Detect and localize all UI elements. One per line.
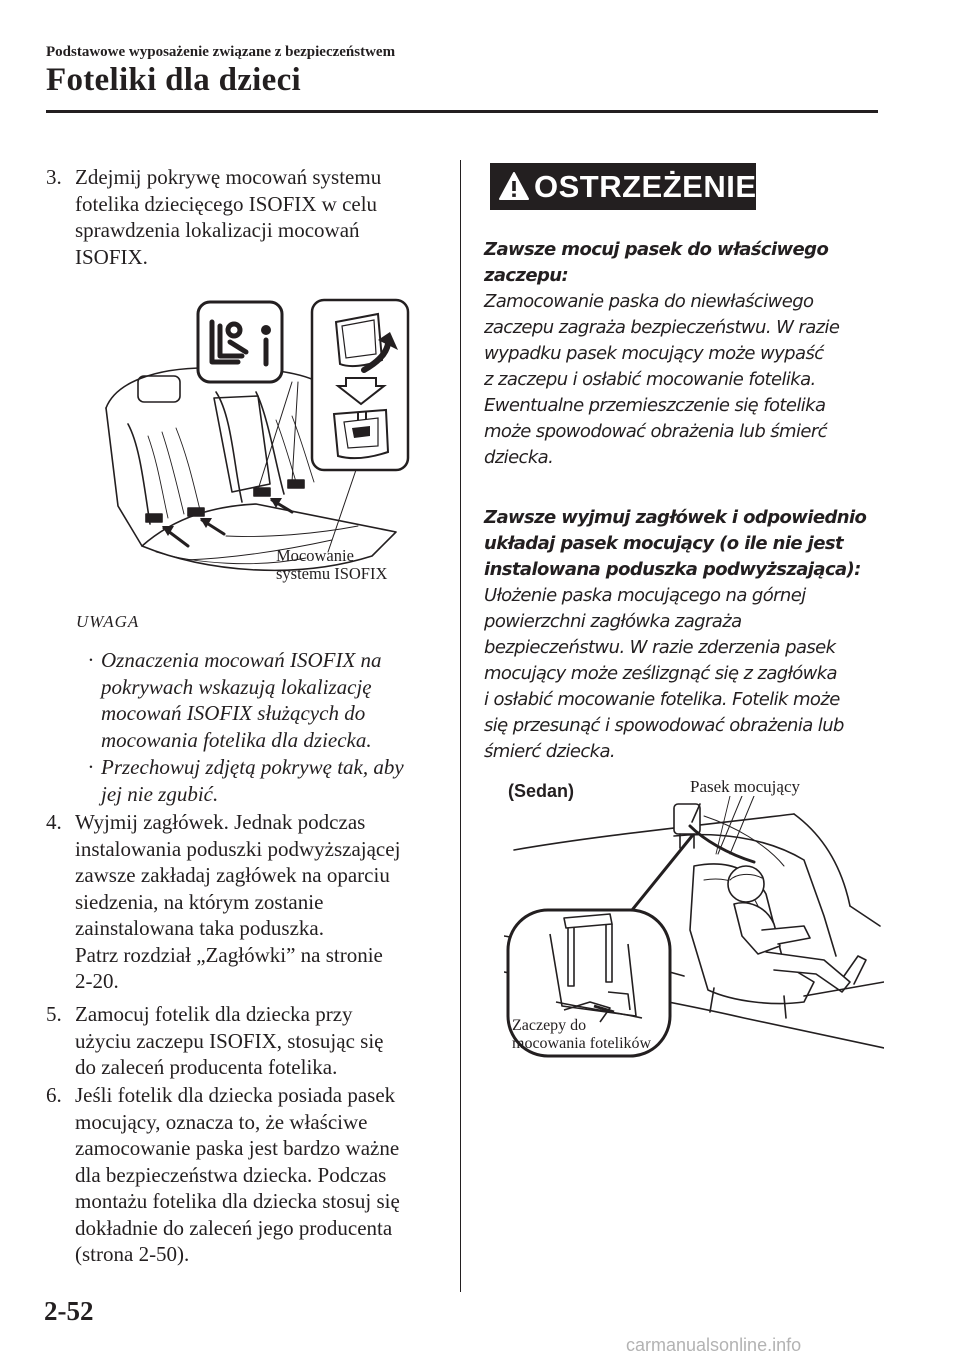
sedan-label: (Sedan) [508, 781, 575, 801]
warning-para2-heading [484, 505, 884, 583]
tether-strap-label: Pasek mocujący [690, 777, 800, 796]
warning-para1-heading [484, 237, 884, 289]
text-line: Ewentualne przemieszczenie się fotelika [484, 395, 826, 416]
text-line: Zamocuj fotelik dla dziecka przy [75, 1002, 353, 1026]
text-line: Wyjmij zagłówek. Jednak podczas [75, 810, 366, 834]
child-head [728, 866, 764, 902]
step-number: 4. [46, 810, 62, 834]
text-line: mocujący, oznacza to, że właściwe [75, 1109, 368, 1134]
text-line: Oznaczenia mocowań ISOFIX na [101, 648, 382, 672]
step-number: 6. [46, 1083, 62, 1107]
step-6 [46, 1082, 456, 1268]
text-line: śmierć dziecka. [484, 741, 616, 762]
section-supertitle: Podstawowe wyposażenie związane z bezpieczeństwem [46, 44, 396, 60]
text-line: instalowana poduszka podwyższająca): [484, 559, 861, 580]
text-line: 2-20. [75, 969, 119, 993]
text-line: dziecka. [484, 447, 554, 468]
text-line: zaczepu: [484, 265, 569, 286]
text-line: jej nie zgubić. [101, 781, 219, 806]
bullet-dot: · [88, 648, 94, 672]
text-line: może spowodować obrażenia lub śmierć [484, 421, 827, 442]
warning-para1-body [484, 289, 884, 471]
step-3 [46, 164, 446, 270]
text-line: bezpieczeństwu. W razie zderzenia pasek [484, 637, 836, 658]
watermark: carmanualsonline.info [626, 1335, 802, 1355]
note-bullet [88, 754, 448, 807]
text-line: siedzenia, na którym zostanie [75, 889, 324, 914]
text-line: zaczepu zagraża bezpieczeństwu. W razie [484, 317, 840, 338]
text-line: mocujący może ześlizgnąć się z zagłówka [484, 663, 837, 684]
text-line: (strona 2-50). [75, 1242, 190, 1266]
text-line: Zamocowanie paska do niewłaściwego [484, 291, 814, 312]
text-line: Patrz rozdział „Zagłówki” na stronie [75, 942, 383, 967]
text-line: użyciu zaczepu ISOFIX, stosując się [75, 1028, 384, 1053]
text-line: Ułożenie paska mocującego na górnej [484, 585, 806, 606]
text-line: i osłabić mocowanie fotelika. Fotelik może [484, 689, 840, 710]
headrest-icon [674, 804, 700, 834]
step-4 [46, 809, 456, 995]
label-line: Zaczepy do [512, 1017, 587, 1034]
anchor-points-label [512, 1017, 651, 1053]
headrest-icon [138, 376, 180, 402]
text-line: mocowania fotelika dla dziecka. [101, 727, 372, 752]
warning-para2-body [484, 583, 884, 765]
page-number: 2-52 [44, 1296, 94, 1326]
bullet-dot: · [88, 755, 94, 779]
text-line: się przesunąć i spowodować obrażenia lub [484, 715, 844, 736]
title-rule [46, 110, 878, 113]
text-line: montażu fotelika dla dziecka stosuj się [75, 1189, 400, 1213]
text-line: układaj pasek mocujący (o ile nie jest [484, 533, 843, 554]
warning-title: OSTRZEŻENIE [534, 169, 757, 204]
label-line: Mocowanie [276, 546, 354, 565]
label-line: systemu ISOFIX [276, 564, 388, 583]
note-bullet [88, 647, 448, 753]
text-line: zamocowanie paska jest bardzo ważne [75, 1136, 400, 1160]
text-line: Jeśli fotelik dla dziecka posiada pasek [75, 1083, 396, 1107]
step-number: 5. [46, 1002, 62, 1026]
note-heading: UWAGA [76, 612, 140, 631]
label-line: mocowania fotelików [512, 1035, 652, 1052]
text-line: mocowań ISOFIX służących do [101, 701, 366, 725]
text-line: zawsze zakładaj zagłówek na oparciu [75, 863, 390, 887]
text-line: Zdejmij pokrywę mocowań systemu [75, 165, 382, 189]
step-5 [46, 1001, 456, 1081]
page-title: Foteliki dla dzieci [46, 62, 302, 98]
text-line: wypadku pasek mocujący może wypaść [484, 343, 824, 364]
text-line: do zaleceń producenta fotelika. [75, 1055, 338, 1079]
step-number: 3. [46, 165, 62, 189]
text-line: ISOFIX. [75, 244, 148, 269]
text-line: Przechowuj zdjętą pokrywę tak, aby [101, 755, 404, 779]
text-line: zainstalowana taka poduszka. [75, 916, 324, 940]
text-line: Zawsze mocuj pasek do właściwego [484, 239, 829, 260]
text-line: powierzchni zagłówka zagraża [484, 611, 742, 632]
text-line: fotelika dziecięcego ISOFIX w celu [75, 191, 378, 216]
text-line: sprawdzenia lokalizacji mocowań [75, 218, 360, 242]
warning-triangle-icon [498, 171, 530, 201]
text-line: dokładnie do zaleceń jego producenta [75, 1215, 393, 1240]
rear-shelf-line [514, 814, 794, 850]
column-divider [460, 160, 461, 1292]
isofix-anchor-label [276, 547, 387, 583]
text-line: instalowania poduszki podwyższającej [75, 836, 401, 861]
text-line: dla bezpieczeństwa dziecka. Podczas [75, 1162, 387, 1187]
text-line: z zaczepu i osłabić mocowanie fotelika. [484, 369, 816, 390]
text-line: Zawsze wyjmuj zagłówek i odpowiednio [484, 507, 867, 528]
text-line: pokrywach wskazują lokalizację [101, 674, 372, 699]
